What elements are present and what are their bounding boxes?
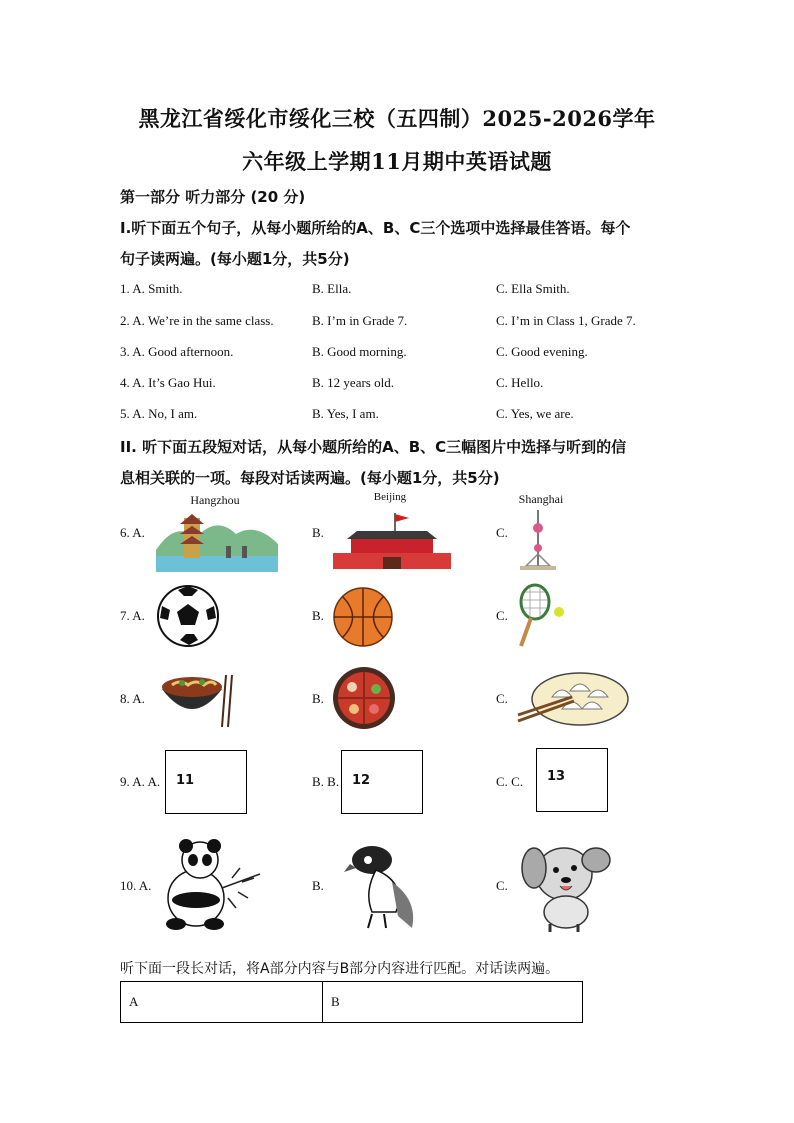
q1-option-c: C. Ella Smith. bbox=[496, 281, 570, 296]
q6-label-a: 6. A. bbox=[120, 525, 145, 540]
exam-title-line1: 黑龙江省绥化市绥化三校（五四制）2025-2026学年 bbox=[138, 106, 656, 131]
q1-option-b: B. Ella. bbox=[312, 281, 352, 296]
exam-title-line2: 六年级上学期11月期中英语试题 bbox=[242, 149, 552, 174]
shanghai-tower-image bbox=[518, 510, 558, 572]
q7-label-a: 7. A. bbox=[120, 608, 145, 623]
section1-instruction-2: 句子读两遍。(每小题1分，共5分) bbox=[120, 250, 350, 268]
q5-option-a: 5. A. No, I am. bbox=[120, 406, 198, 421]
q8-label-c: C. bbox=[496, 691, 508, 706]
q9-label-a: 9. A. A. bbox=[120, 774, 161, 789]
question-1 bbox=[120, 281, 680, 301]
q9-label-b: B. B. bbox=[312, 774, 340, 789]
number-box-a bbox=[165, 750, 247, 814]
q7-label-b: B. bbox=[312, 608, 324, 623]
q4-option-b: B. 12 years old. bbox=[312, 375, 394, 390]
q8-label-a: 8. A. bbox=[120, 691, 145, 706]
q2-option-a: 2. A. We’re in the same class. bbox=[120, 313, 274, 328]
hotpot-image bbox=[330, 665, 398, 731]
number-box-b bbox=[341, 750, 423, 814]
q6-label-b: B. bbox=[312, 525, 324, 540]
number-box-a-value: 11 bbox=[176, 773, 195, 788]
q4-option-a: 4. A. It’s Gao Hui. bbox=[120, 375, 216, 390]
q9-label-c: C. C. bbox=[496, 774, 524, 789]
q2-option-b: B. I’m in Grade 7. bbox=[312, 313, 408, 328]
q5-option-c: C. Yes, we are. bbox=[496, 406, 574, 421]
caption-hangzhou: Hangzhou bbox=[190, 493, 240, 507]
q10-label-c: C. bbox=[496, 878, 508, 893]
section2-instruction-1: II. 听下面五段短对话，从每小题所给的A、B、C三幅图片中选择与听到的信 bbox=[120, 438, 627, 456]
caption-beijing: Beijing bbox=[373, 491, 407, 503]
dumplings-image bbox=[516, 667, 630, 727]
caption-shanghai: Shanghai bbox=[518, 492, 564, 506]
part-heading: 第一部分 听力部分 (20 分) bbox=[120, 188, 306, 206]
q3-option-c: C. Good evening. bbox=[496, 344, 588, 359]
q6-label-c: C. bbox=[496, 525, 508, 540]
section1-instruction-1: I.听下面五个句子，从每小题所给的A、B、C三个选项中选择最佳答语。每个 bbox=[120, 219, 631, 237]
matching-header-a: A bbox=[121, 982, 323, 1023]
question-4 bbox=[120, 375, 680, 395]
basketball-image bbox=[333, 587, 393, 647]
tennis-racket-image bbox=[515, 584, 567, 650]
q4-option-c: C. Hello. bbox=[496, 375, 544, 390]
q3-option-a: 3. A. Good afternoon. bbox=[120, 344, 234, 359]
section2-instruction-2: 息相关联的一项。每段对话读两遍。(每小题1分，共5分) bbox=[120, 469, 500, 487]
number-box-c-value: 13 bbox=[547, 769, 566, 784]
q5-option-b: B. Yes, I am. bbox=[312, 406, 379, 421]
section3-instruction: 听下面一段长对话，将A部分内容与B部分内容进行匹配。对话读两遍。 bbox=[120, 961, 560, 977]
q10-label-b: B. bbox=[312, 878, 324, 893]
matching-table bbox=[120, 981, 583, 1023]
question-2 bbox=[120, 313, 680, 333]
hangzhou-pagoda-image bbox=[156, 510, 278, 572]
number-box-c bbox=[536, 748, 608, 812]
eagle-image bbox=[346, 842, 422, 930]
q2-option-c: C. I’m in Class 1, Grade 7. bbox=[496, 313, 636, 328]
q3-option-b: B. Good morning. bbox=[312, 344, 407, 359]
q10-label-a: 10. A. bbox=[120, 878, 152, 893]
question-5 bbox=[120, 406, 680, 426]
q7-label-c: C. bbox=[496, 608, 508, 623]
matching-header-b: B bbox=[323, 982, 583, 1023]
puppy-image bbox=[520, 838, 612, 934]
q8-label-b: B. bbox=[312, 691, 324, 706]
soccer-ball-image bbox=[156, 584, 220, 648]
question-3 bbox=[120, 344, 680, 364]
number-box-b-value: 12 bbox=[352, 773, 371, 788]
beijing-tiananmen-image bbox=[333, 513, 451, 569]
panda-image bbox=[162, 838, 262, 930]
q1-option-a: 1. A. Smith. bbox=[120, 281, 183, 296]
noodle-bowl-image bbox=[160, 667, 236, 729]
